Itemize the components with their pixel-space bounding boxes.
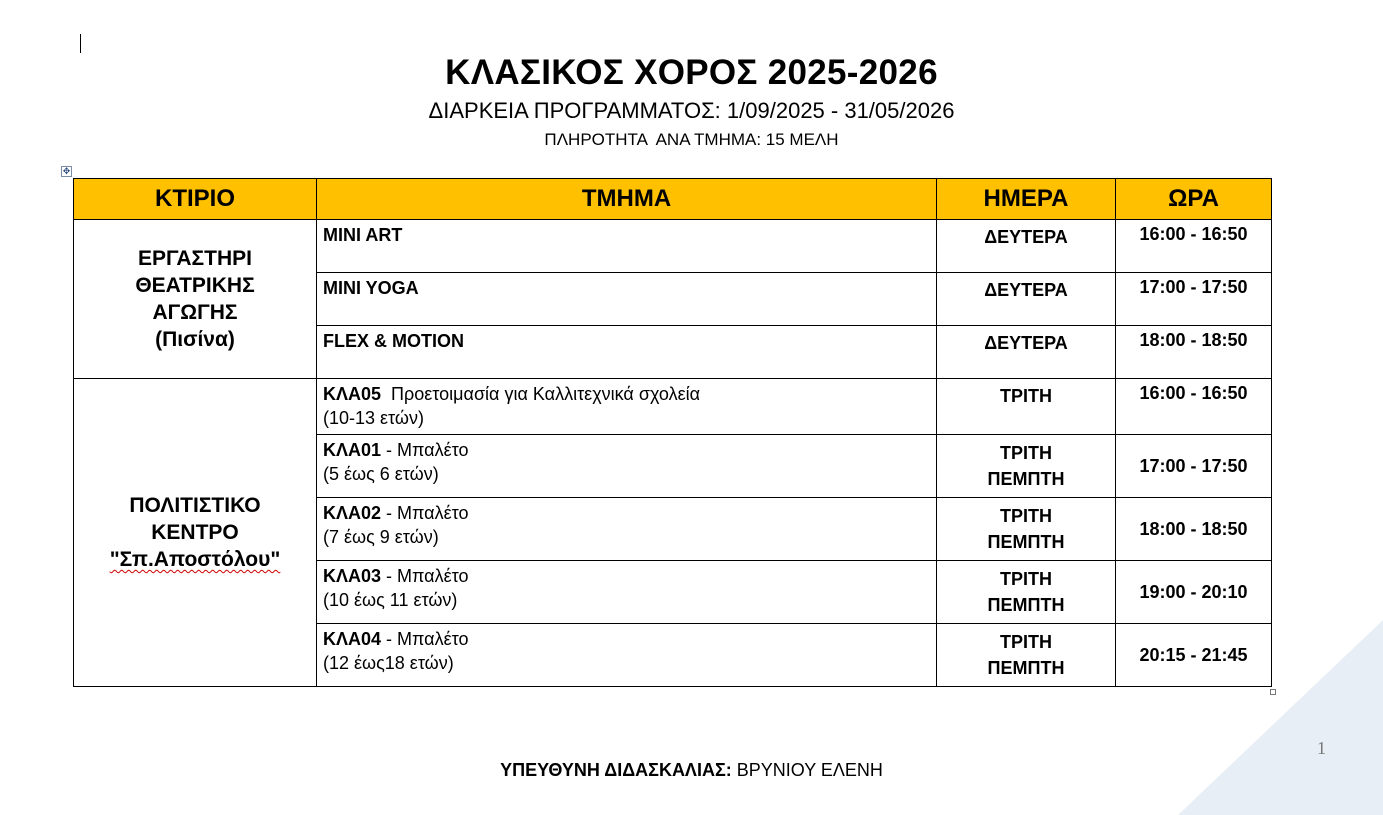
time-cell: 18:00 - 18:50 — [1116, 498, 1272, 561]
class-age: (12 έως18 ετών) — [323, 653, 454, 673]
class-cell — [317, 273, 937, 326]
table-row — [74, 379, 1272, 435]
building-line — [75, 546, 315, 573]
day-label: ΤΡΙΤΗ — [1000, 443, 1052, 463]
day-cell — [937, 273, 1116, 326]
building-line: ΘΕΑΤΡΙΚΗΣ — [135, 274, 255, 297]
header-day: ΗΜΕΡΑ — [937, 179, 1116, 220]
class-description: - Μπαλέτο — [381, 440, 469, 460]
day-cell — [937, 220, 1116, 273]
day-cell — [937, 561, 1116, 624]
day-label: ΤΡΙΤΗ — [1000, 632, 1052, 652]
class-code: ΚΛΑ05 — [323, 384, 382, 404]
time-cell: 20:15 - 21:45 — [1116, 624, 1272, 687]
class-code: FLEX & MOTION — [323, 331, 464, 351]
table-header-row — [74, 179, 1272, 220]
day-label: ΠΕΜΠΤΗ — [987, 532, 1065, 552]
table-resize-handle[interactable] — [1270, 689, 1276, 695]
header-time: ΩΡΑ — [1116, 179, 1272, 220]
class-cell — [317, 326, 937, 379]
class-age: (5 έως 6 ετών) — [323, 464, 439, 484]
class-cell — [317, 379, 937, 435]
instructor-line — [0, 760, 1383, 781]
class-description: - Μπαλέτο — [381, 629, 469, 649]
table-move-handle-icon[interactable]: ✥ — [62, 166, 71, 176]
class-age: (10-13 ετών) — [323, 408, 424, 428]
day-cell — [937, 326, 1116, 379]
class-cell — [317, 220, 937, 273]
time-cell: 18:00 - 18:50 — [1116, 326, 1272, 379]
schedule-table — [73, 178, 1272, 687]
class-description: Προετοιμασία για Καλλιτεχνικά σχολεία — [381, 384, 701, 404]
class-code: ΚΛΑ01 — [323, 440, 382, 460]
day-label: ΔΕΥΤΕΡΑ — [984, 333, 1068, 353]
time-cell: 19:00 - 20:10 — [1116, 561, 1272, 624]
spellcheck-text: "Σπ.Αποστόλου" — [109, 548, 281, 571]
day-label: ΤΡΙΤΗ — [1000, 386, 1052, 406]
class-age: (7 έως 9 ετών) — [323, 527, 439, 547]
class-code: MINI YOGA — [323, 278, 419, 298]
class-code: ΚΛΑ02 — [323, 503, 382, 523]
day-label: ΔΕΥΤΕΡΑ — [984, 280, 1068, 300]
program-duration: ΔΙΑΡΚΕΙΑ ΠΡΟΓΡΑΜΜΑΤΟΣ: 1/09/2025 - 31/05/2026 — [428, 98, 955, 123]
day-label: ΠΕΜΠΤΗ — [987, 658, 1065, 678]
page-number: 1 — [1317, 738, 1326, 758]
building-line: (Πισίνα) — [155, 328, 235, 351]
class-cell — [317, 498, 937, 561]
header-class: ΤΜΗΜΑ — [317, 179, 937, 220]
document-title: ΚΛΑΣΙΚΟΣ ΧΟΡΟΣ 2025-2026 — [445, 53, 938, 92]
class-cell — [317, 435, 937, 498]
instructor-label: ΥΠΕΥΘΥΝΗ ΔΙΔΑΣΚΑΛΙΑΣ: — [500, 760, 732, 780]
time-cell: 16:00 - 16:50 — [1116, 379, 1272, 435]
day-cell — [937, 624, 1116, 687]
day-cell — [937, 435, 1116, 498]
building-line: ΚΕΝΤΡΟ — [151, 521, 239, 544]
table-row — [74, 220, 1272, 273]
class-code: ΚΛΑ04 — [323, 629, 382, 649]
day-cell — [937, 498, 1116, 561]
class-age: (10 έως 11 ετών) — [323, 590, 458, 610]
day-label: ΠΕΜΠΤΗ — [987, 469, 1065, 489]
class-capacity: ΠΛΗΡΟΤΗΤΑ ΑΝΑ ΤΜΗΜΑ: 15 ΜΕΛΗ — [544, 130, 839, 149]
day-label: ΠΕΜΠΤΗ — [987, 595, 1065, 615]
header-building: ΚΤΙΡΙΟ — [74, 179, 317, 220]
class-description: - Μπαλέτο — [381, 566, 469, 586]
building-cell-theatre — [74, 220, 317, 379]
day-label: ΤΡΙΤΗ — [1000, 569, 1052, 589]
time-cell: 17:00 - 17:50 — [1116, 273, 1272, 326]
text-cursor — [80, 34, 81, 53]
building-line: ΕΡΓΑΣΤΗΡΙ — [138, 247, 252, 270]
class-code: ΚΛΑ03 — [323, 566, 382, 586]
day-label: ΤΡΙΤΗ — [1000, 506, 1052, 526]
building-cell-cultural-center — [74, 379, 317, 687]
class-description: - Μπαλέτο — [381, 503, 469, 523]
time-cell: 16:00 - 16:50 — [1116, 220, 1272, 273]
day-cell — [937, 379, 1116, 435]
building-line: ΠΟΛΙΤΙΣΤΙΚΟ — [129, 494, 261, 517]
time-cell: 17:00 - 17:50 — [1116, 435, 1272, 498]
class-code: MINI ART — [323, 225, 403, 245]
day-label: ΔΕΥΤΕΡΑ — [984, 227, 1068, 247]
building-line: ΑΓΩΓΗΣ — [152, 301, 238, 324]
class-cell — [317, 624, 937, 687]
instructor-name: ΒΡΥΝΙΟΥ ΕΛΕΝΗ — [731, 760, 883, 780]
class-cell — [317, 561, 937, 624]
